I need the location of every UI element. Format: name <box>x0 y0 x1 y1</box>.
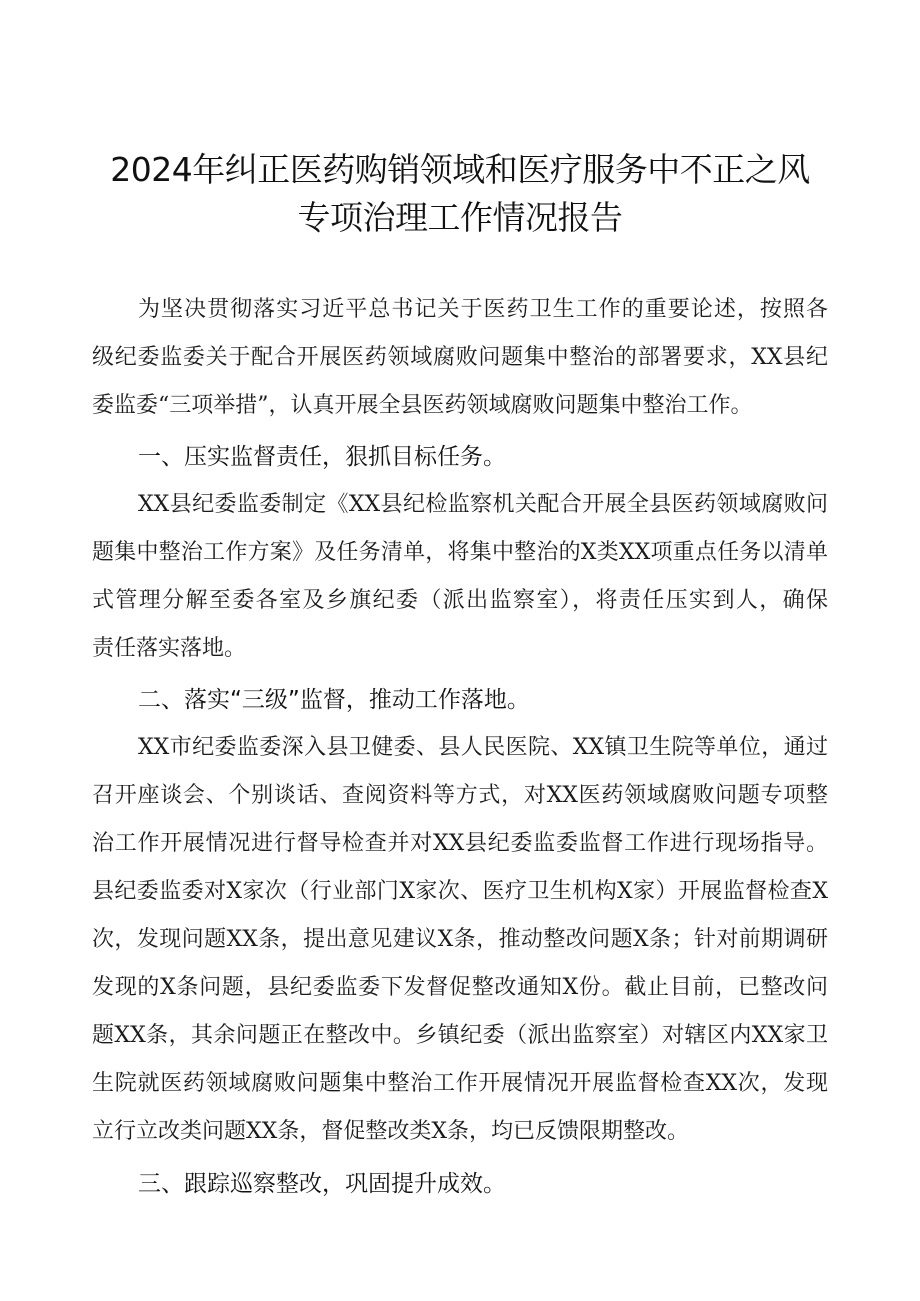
section-2-heading: 二、落实“三级”监督，推动工作落地。 <box>138 687 530 713</box>
report-title-line-2: 专项治理工作情况报告 <box>297 198 623 237</box>
section-1-line-2: 题集中整治工作方案》及任务清单，将集中整治的X类XX项重点任务以清单 <box>92 540 828 565</box>
section-3-heading: 三、跟踪巡察整改，巩固提升成效。 <box>138 1171 506 1197</box>
intro-line-3: 委监委“三项举措”，认真开展全县医药领域腐败问题集中整治工作。 <box>92 393 753 418</box>
intro-line-1: 为坚决贯彻落实习近平总书记关于医药卫生工作的重要论述，按照各 <box>138 297 828 322</box>
section-2-line-5: 次，发现问题XX条，提出意见建议X条，推动整改问题X条；针对前期调研 <box>92 927 828 952</box>
section-2-line-2: 召开座谈会、个别谈话、查阅资料等方式，对XX医药领域腐败问题专项整 <box>92 783 828 808</box>
section-2-line-3: 治工作开展情况进行督导检查并对XX县纪委监委监督工作进行现场指导。 <box>92 831 828 856</box>
section-1-line-4: 责任落实落地。 <box>92 636 247 661</box>
section-1-line-3: 式管理分解至委各室及乡旗纪委（派出监察室），将责任压实到人，确保 <box>92 588 828 613</box>
section-1-line-1: XX县纪委监委制定《XX县纪检监察机关配合开展全县医药领域腐败问 <box>138 492 828 517</box>
section-1-heading: 一、压实监督责任，狠抓目标任务。 <box>138 444 506 470</box>
section-2-line-7: 题XX条，其余问题正在整改中。乡镇纪委（派出监察室）对辖区内XX家卫 <box>92 1023 828 1048</box>
section-2-line-4: 县纪委监委对X家次（行业部门X家次、医疗卫生机构X家）开展监督检查X <box>92 879 828 904</box>
section-2-line-8: 生院就医药领域腐败问题集中整治工作开展情况开展监督检查XX次，发现 <box>92 1071 828 1096</box>
intro-line-2: 级纪委监委关于配合开展医药领域腐败问题集中整治的部署要求，XX县纪 <box>92 345 828 370</box>
section-2-line-6: 发现的X条问题，县纪委监委下发督促整改通知X份。截止目前，已整改问 <box>92 975 828 1000</box>
section-2-line-1: XX市纪委监委深入县卫健委、县人民医院、XX镇卫生院等单位，通过 <box>138 735 828 760</box>
section-2-line-9: 立行立改类问题XX条，督促整改类X条，均已反馈限期整改。 <box>92 1119 689 1144</box>
report-title-line-1: 2024年纠正医药购销领域和医疗服务中不正之风 <box>110 150 810 189</box>
